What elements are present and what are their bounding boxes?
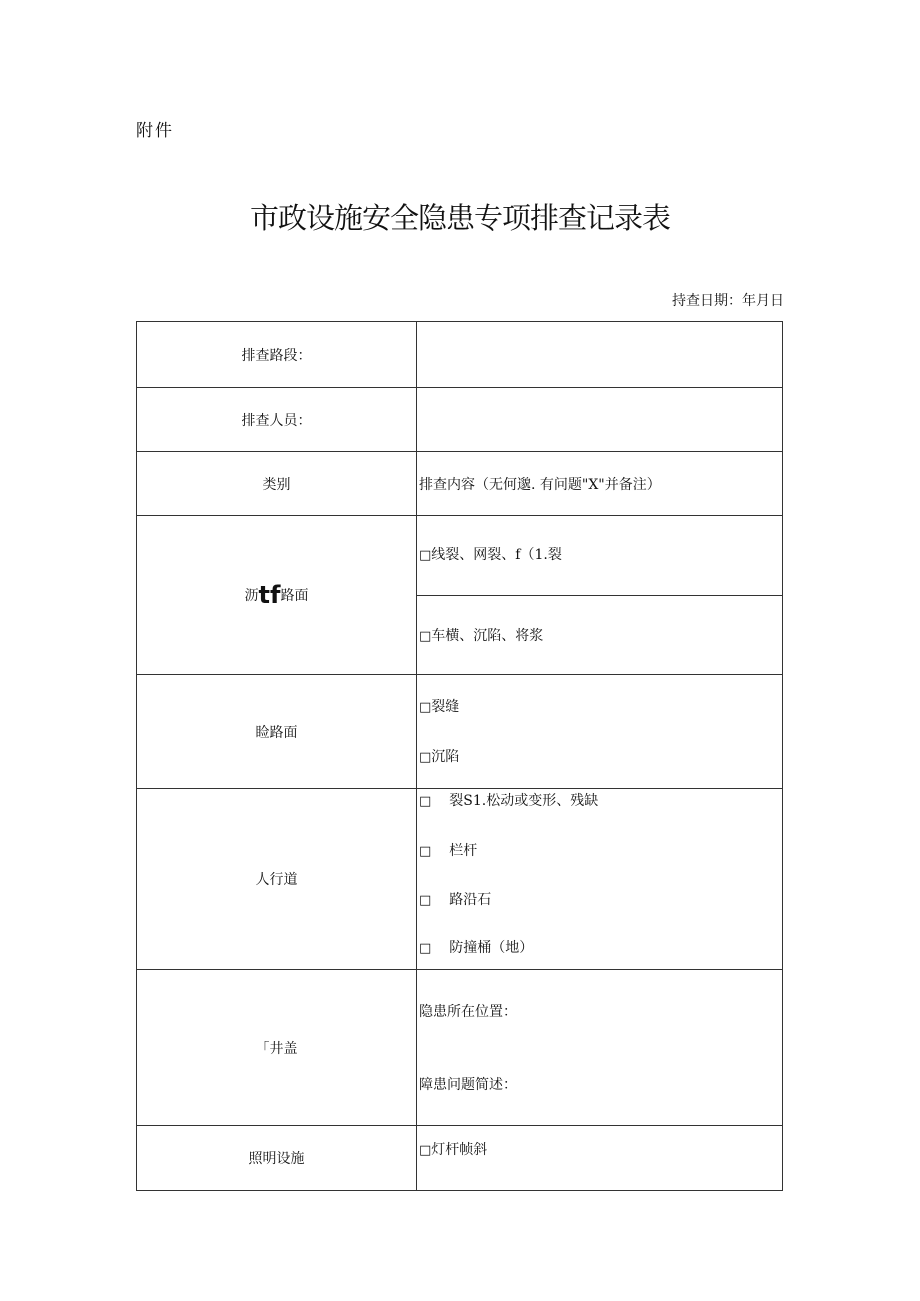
asphalt-item-1-label: 线裂、网裂、f（1.裂 [431,547,562,563]
row-lighting [137,1125,782,1190]
sidewalk-category: 人行道 [137,789,417,969]
checkbox-icon[interactable]: □ [419,1143,432,1158]
sidewalk-item-1-label: 裂S1.松动或变形、残缺 [449,793,599,809]
concrete-item-1-label: 裂缝 [431,699,460,715]
sidewalk-item-4-label: 防撞桶（地） [449,940,534,956]
row-inspector [137,387,782,451]
content-header: 排查内容（无何邈. 有问题"X"并备注） [419,477,661,493]
page-title: 市政设施安全隐患专项排查记录表 [249,201,670,235]
row-asphalt [137,515,782,674]
sidewalk-items [417,789,782,969]
manhole-items [417,970,782,1125]
lighting-items [417,1126,782,1190]
checkbox-icon[interactable]: □ [419,548,432,563]
checkbox-icon[interactable]: □ [419,750,432,765]
row-road-section [137,322,782,387]
asphalt-category [137,516,417,674]
manhole-category: 「井盖 [137,970,417,1125]
concrete-items [417,675,782,788]
checkbox-icon[interactable]: □ [419,629,432,644]
sidewalk-item-3-label: 路沿石 [449,892,492,908]
attachment-label: 附件 [136,121,174,141]
checkbox-icon[interactable]: □ [419,700,432,715]
checkbox-icon[interactable]: □ [419,893,432,908]
asphalt-label-b: tf [258,581,281,609]
checkbox-icon[interactable]: □ [419,794,432,809]
concrete-category: 睑路面 [137,675,417,788]
inspection-table [136,321,783,1191]
asphalt-item-2-label: 车横、沉陷、将浆 [431,628,544,644]
checkbox-icon[interactable]: □ [419,941,432,956]
row-manhole [137,969,782,1125]
lighting-category: 照明设施 [137,1126,417,1190]
inspection-date: 持查日期：年月日 [672,293,784,309]
hazard-description-label: 障患问题简述： [419,1077,517,1093]
asphalt-label-c: 路面 [280,588,309,604]
asphalt-label-a: 沥 [244,588,259,604]
asphalt-item-1 [417,516,782,595]
lighting-item-1-label: 灯杆帧斜 [431,1142,488,1158]
checkbox-icon[interactable]: □ [419,844,432,859]
content-header-cell [417,452,782,515]
road-section-field[interactable] [417,322,782,387]
row-header [137,451,782,515]
inspector-field[interactable] [417,388,782,451]
row-sidewalk [137,788,782,969]
row-concrete [137,674,782,788]
hazard-location-label: 隐患所在位置： [419,1004,517,1020]
inspector-label: 排查人员： [137,388,417,451]
concrete-item-2-label: 沉陷 [431,749,460,765]
asphalt-items [417,516,782,674]
road-section-label: 排查路段： [137,322,417,387]
category-header: 类别 [137,452,417,515]
asphalt-item-2 [417,595,782,674]
sidewalk-item-2-label: 栏杆 [449,843,478,859]
